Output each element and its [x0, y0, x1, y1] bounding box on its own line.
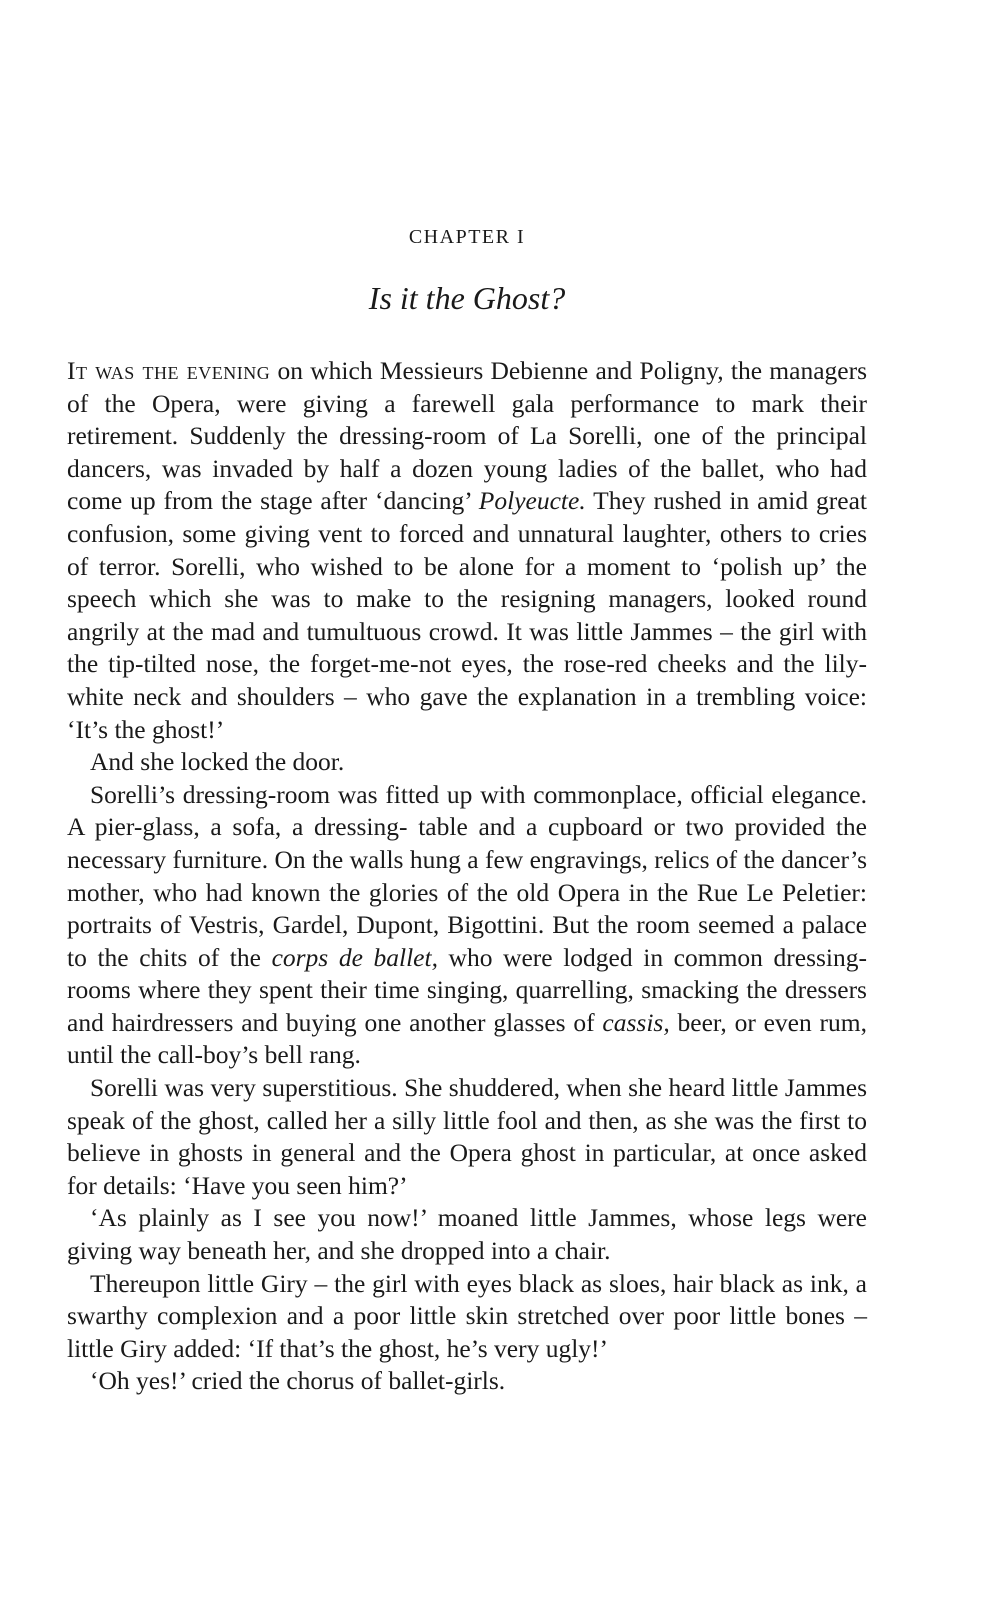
paragraph-7: ‘Oh yes!’ cried the chorus of ballet-girls.	[90, 1366, 506, 1396]
paragraph-1-italic: Polyeucte.	[478, 486, 586, 516]
chapter-title: Is it the Ghost?	[368, 280, 566, 316]
book-page	[67, 0, 867, 1605]
paragraph-3	[67, 779, 867, 1072]
paragraph-6: Thereupon little Giry – the girl with eyes black as sloes, hair black as ink, a swarthy complexion and a poor little skin stretched over poor little bones – little Giry added: ‘If that’s the ghost, he’s very ugly!’	[67, 1268, 867, 1363]
paragraph-1	[67, 355, 867, 746]
chapter-body	[67, 355, 867, 1398]
paragraph-4: Sorelli was very superstitious. She shuddered, when she heard little Jammes speak of the ghost, called her a silly little fool and then, as she was the first to believe in ghosts in general and the Opera ghost in particular, at once asked for details: ‘Have you seen him?’	[67, 1073, 867, 1200]
paragraph-3-text-a: Sorelli’s dressing-room was fitted up with commonplace, official elegance. A pier-glass, a sofa, a dressing- table and a cupboard or two provided the necessary furniture. On the walls hung a few engravings, relics of the dancer’s mother, who had known the glories of the old Opera in the Rue Le Peletier: portraits of Vestris, Gardel, Dupont, Bigottini. But the room seemed a palace to the chits of the	[67, 779, 867, 972]
paragraph-1-text-a: on which Messieurs Debienne and Poligny, the managers of the Opera, were giving a farewell gala performance to mark their retirement. Suddenly the dressing-room of La Sorelli, one of the principal dancers, was invaded by half a dozen young ladies of the ballet, who had come up from the stage after ‘dancing’	[67, 356, 867, 516]
paragraph-1-text-b: They rushed in amid great confusion, some giving vent to forced and unnatural laughter, others to cries of terror. Sorelli, who wished to be alone for a moment to ‘polish up’ the speech which she was to make to the resigning managers, looked round angrily at the mad and tumultuous crowd. It was little Jammes – the girl with the tip-tilted nose, the forget-me-not eyes, the rose-red cheeks and the lily-white neck and shoulders – who gave the explanation in a trembling voice: ‘It’s the ghost!’	[67, 486, 868, 744]
paragraph-3-italic-a: corps de ballet,	[271, 942, 438, 972]
paragraph-3-text-c: beer, or even rum, until the call-boy’s bell rang.	[67, 1007, 867, 1070]
paragraph-2: And she locked the door.	[90, 747, 345, 777]
chapter-label: CHAPTER I	[408, 226, 526, 248]
paragraph-3-text-b: who were lodged in common dressing-rooms where they spent their time singing, quarrelling, smacking the dressers and hairdressers and buying one another glasses of	[67, 942, 867, 1037]
paragraph-3-italic-b: cassis,	[602, 1007, 670, 1037]
opening-small-caps: It was the evening	[67, 356, 271, 385]
paragraph-5: ‘As plainly as I see you now!’ moaned little Jammes, whose legs were giving way beneath her, and she dropped into a chair.	[67, 1203, 867, 1266]
